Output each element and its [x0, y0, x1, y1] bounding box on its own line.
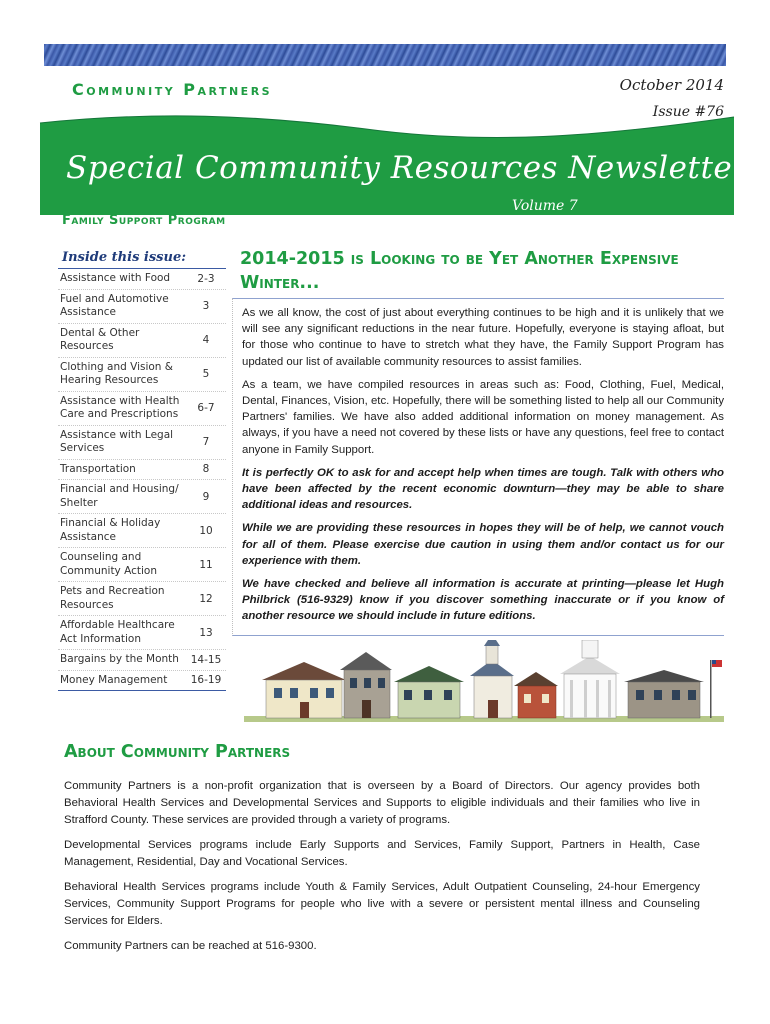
- toc-label: Pets and Recreation Resources: [60, 585, 165, 611]
- toc-page: 7: [202, 436, 210, 448]
- toc-label: Dental & Other Resources: [60, 326, 140, 352]
- program-name: Family Support Program: [62, 213, 226, 228]
- about-paragraph: Community Partners can be reached at 516-9300.: [64, 940, 317, 952]
- toc-row[interactable]: [58, 514, 226, 548]
- toc-page: 14-15: [190, 653, 222, 666]
- article-paragraph: While we are providing these resources in hopes they will be of help, we cannot vouch for all of them. Please exercise due caution in using them and/or contact us for our experience with them.: [242, 522, 724, 567]
- village-illustration: [244, 640, 724, 730]
- article-title: 2014-2015 is Looking to be Yet Another Expensive Winter...: [240, 249, 679, 293]
- newsletter-title: Special Community Resources Newsletter: [66, 150, 748, 186]
- toc-page: 5: [202, 368, 210, 380]
- toc-row[interactable]: [58, 548, 226, 582]
- toc-row[interactable]: [58, 650, 226, 671]
- toc-row[interactable]: [58, 392, 226, 426]
- toc-label: Money Management: [60, 673, 168, 686]
- toc-row[interactable]: [58, 460, 226, 481]
- issue-number: Issue #76: [652, 104, 724, 120]
- article-paragraph: It is perfectly OK to ask for and accept help when times are tough. Talk with others who have been affected by the recent economic downturn—they may be able to share additional ideas and resources.: [242, 466, 724, 512]
- toc-page: 11: [199, 558, 213, 571]
- toc-page: 16-19: [190, 674, 222, 687]
- about-paragraph: Community Partners is a non-profit organization that is overseen by a Board of Directors. Our agency provides both Behavioral Health Services and Developmental Services and Supports to eligible individuals and their families who live in Strafford County. These services are provided through a variety of programs.: [64, 780, 700, 826]
- toc-label: Financial & Holiday Assistance: [60, 517, 161, 543]
- toc-label: Clothing and Vision & Hearing Resources: [60, 360, 173, 386]
- toc-page: 3: [202, 300, 210, 312]
- toc-page: 2-3: [197, 272, 215, 285]
- article-paragraph: As we all know, the cost of just about everything continues to be high and it is unlikely that we will see any significant reductions in the near future. Hopefully, everyone is staying afloat, but for those who continue to have to stretch what they have, the Family Support Program has updated our list of available community resources to assist families.: [242, 307, 724, 368]
- toc-page: 10: [199, 524, 213, 537]
- toc-page: 8: [202, 463, 210, 476]
- toc-title: Inside this issue:: [62, 250, 187, 265]
- toc-page: 6-7: [197, 402, 215, 414]
- toc-row[interactable]: [58, 290, 226, 324]
- about-paragraph: Behavioral Health Services programs include Youth & Family Services, Adult Outpatient Counseling, 24-hour Emergency Services, Community Support Programs for people who live with a severe or persistent mental illness and Counseling Services for Elders.: [64, 881, 700, 927]
- table-of-contents: [58, 268, 226, 691]
- toc-row[interactable]: [58, 269, 226, 290]
- toc-row[interactable]: [58, 358, 226, 392]
- toc-page: 9: [202, 490, 210, 503]
- article-paragraph: We have checked and believe all information is accurate at printing—please let Hugh Philbrick (516-9329) know if you discover something inaccurate or if you know of another resource we should include in future editions.: [242, 578, 724, 623]
- toc-label: Assistance with Food: [60, 272, 171, 284]
- toc-label: Financial and Housing/ Shelter: [60, 483, 179, 509]
- volume-label: Volume 7: [512, 198, 578, 214]
- toc-label: Assistance with Health Care and Prescriptions: [60, 394, 180, 420]
- toc-label: Assistance with Legal Services: [60, 428, 174, 454]
- org-name: Community Partners: [72, 80, 273, 99]
- toc-row[interactable]: [58, 480, 226, 514]
- toc-row[interactable]: [58, 582, 226, 616]
- toc-label: Transportation: [60, 462, 136, 475]
- toc-label: Bargains by the Month: [60, 653, 179, 665]
- about-paragraph: Developmental Services programs include Early Supports and Services, Family Support, Partners in Health, Case Management, Residential, Day and Vocational Services.: [64, 839, 700, 868]
- toc-label: Counseling and Community Action: [60, 551, 157, 577]
- toc-row[interactable]: [58, 671, 226, 691]
- toc-label: Fuel and Automotive Assistance: [60, 292, 169, 318]
- header-texture-bar: [44, 44, 726, 66]
- about-title: About Community Partners: [64, 742, 291, 762]
- toc-page: 13: [199, 626, 213, 639]
- article-paragraph: As a team, we have compiled resources in areas such as: Food, Clothing, Fuel, Medical, Dental, Finances, Vision, etc. Hopefully, there will be something listed to help all our Community Partners' families. We have also added additional information on money management. As always, if you have a need not covered by these lists or have any questions, feel free to contact anyone in Family Support.: [242, 378, 725, 456]
- toc-page: 4: [202, 334, 210, 346]
- toc-row[interactable]: [58, 426, 226, 460]
- toc-page: 12: [199, 592, 213, 605]
- article-body: [232, 298, 724, 636]
- toc-label: Affordable Healthcare Act Information: [60, 619, 175, 645]
- about-body: [64, 778, 700, 963]
- toc-row[interactable]: [58, 324, 226, 358]
- toc-row[interactable]: [58, 616, 226, 650]
- issue-date: October 2014: [619, 76, 724, 94]
